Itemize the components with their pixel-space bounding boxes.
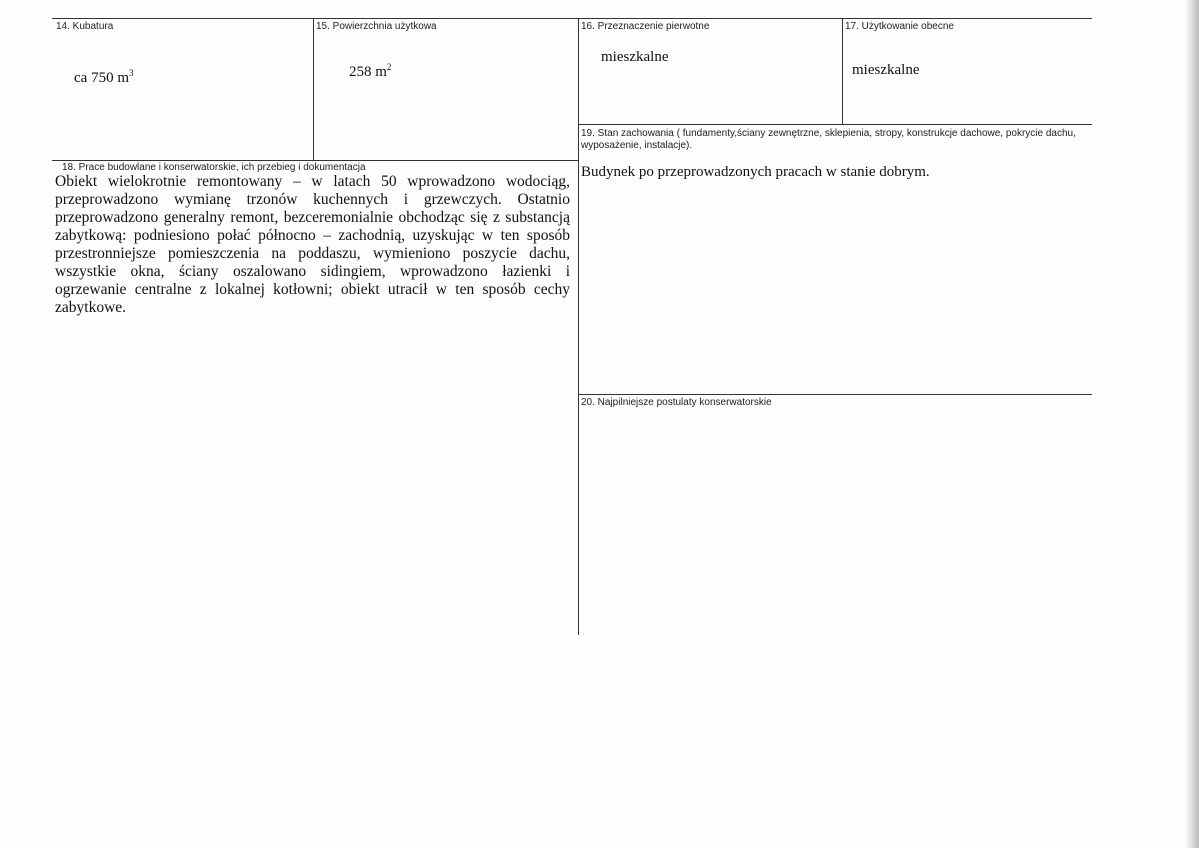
field-16-label: 16. Przeznaczenie pierwotne: [581, 21, 710, 32]
field-16-value: mieszkalne: [601, 49, 669, 65]
field-19-value: Budynek po przeprowadzonych pracach w stanie dobrym.: [581, 164, 930, 180]
kubatura-number: ca 750 m: [74, 70, 129, 86]
divider-14-15: [313, 18, 314, 160]
rule-above-18: [52, 160, 579, 161]
kubatura-unit-exponent: 3: [128, 68, 134, 78]
scan-edge-shadow: [1185, 0, 1199, 848]
top-rule: [52, 18, 1092, 19]
center-divider: [578, 18, 579, 635]
area-unit-exponent: 2: [386, 62, 392, 72]
field-15-value: [349, 62, 391, 81]
field-17-value: mieszkalne: [852, 62, 920, 78]
field-20-label: 20. Najpilniejsze postulaty konserwatorskie: [581, 397, 772, 408]
field-15-label: 15. Powierzchnia użytkowa: [316, 21, 437, 32]
rule-above-19: [578, 124, 1092, 125]
field-14-value: [74, 68, 133, 87]
field-18-text: Obiekt wielokrotnie remontowany – w latach 50 wprowadzono wodociąg, przeprowadzono wymianę trzonów kuchennych i grzewczych. Ostatnio przeprowadzono generalny remont, bezceremonialnie obchodząc się z substancją zabytkową: podniesiono połać północno – zachodnią, uzyskując w ten sposób przestronniejsze pomieszczenia na poddaszu, wymieniono poszycie dachu, wszystkie okna, ściany oszalowano sidingiem, wprowadzono łazienki i ogrzewanie centralne z lokalnej kotłowni; obiekt utracił w ten sposób cechy zabytkowe.: [55, 173, 570, 316]
rule-above-20: [578, 394, 1092, 395]
divider-16-17: [842, 18, 843, 124]
area-number: 258 m: [349, 64, 387, 80]
field-14-label: 14. Kubatura: [56, 21, 114, 32]
field-18-label: 18. Prace budowlane i konserwatorskie, ich przebieg i dokumentacja: [62, 162, 366, 173]
field-19-label: 19. Stan zachowania ( fundamenty,ściany zewnętrzne, sklepienia, stropy, konstrukcje dachowe, pokrycie dachu, wyposażenie, instalacje).: [581, 128, 1076, 151]
field-17-label: 17. Użytkowanie obecne: [845, 21, 954, 32]
